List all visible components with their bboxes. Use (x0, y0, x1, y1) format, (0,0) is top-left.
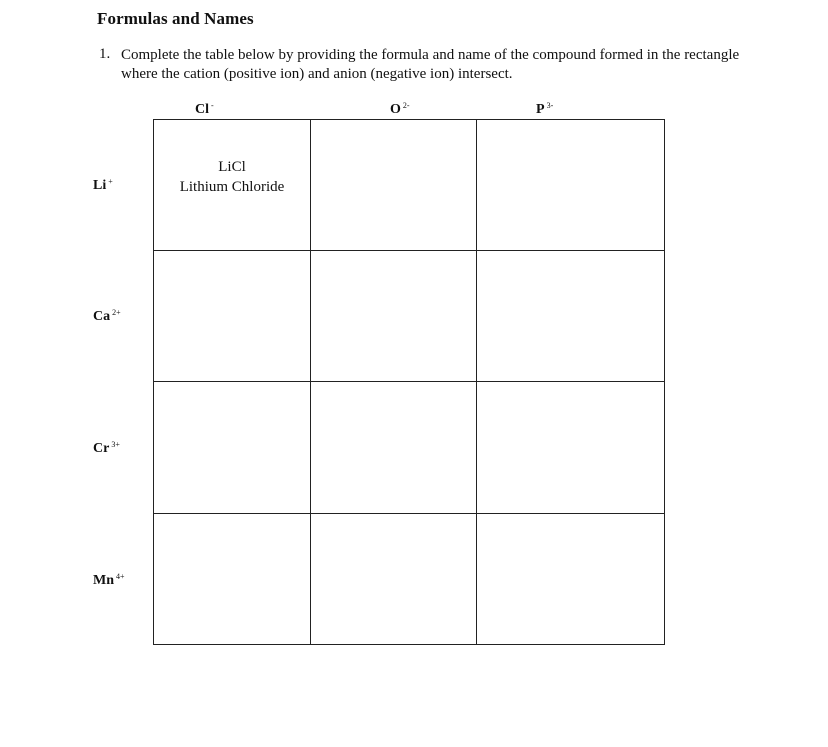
cation-label-chromium (93, 440, 120, 457)
anion-symbol: P (536, 102, 545, 117)
anion-symbol: O (390, 102, 401, 117)
anion-header-chloride (195, 101, 214, 118)
cation-label-calcium (93, 308, 121, 325)
table-line (153, 381, 665, 382)
table-line (664, 119, 665, 645)
anion-charge: - (211, 101, 214, 110)
table-cell-example (154, 157, 310, 197)
cation-symbol: Cr (93, 441, 110, 456)
anion-charge: 2- (402, 101, 410, 110)
anion-header-phosphide (536, 101, 553, 118)
cation-charge: + (108, 177, 113, 186)
anion-symbol: Cl (195, 102, 209, 117)
cation-label-manganese (93, 572, 125, 589)
cation-charge: 2+ (112, 308, 121, 317)
table-line (153, 250, 665, 251)
cation-symbol: Li (93, 178, 107, 193)
cation-symbol: Mn (93, 573, 114, 588)
table-line (310, 119, 311, 645)
table-line (153, 119, 154, 645)
question-text: Complete the table below by providing the formula and name of the compound formed in the rectangle where the cation (positive ion) and anion (negative ion) intersect. (121, 47, 740, 82)
cation-charge: 4+ (116, 572, 125, 581)
cation-symbol: Ca (93, 309, 111, 324)
anion-header-oxide (390, 101, 410, 118)
anion-charge: 3- (546, 101, 554, 110)
table-line (153, 513, 665, 514)
page-title: Formulas and Names (97, 9, 254, 28)
compound-formula: LiCl (218, 159, 246, 175)
table-line (153, 644, 665, 645)
cation-charge: 3+ (111, 440, 120, 449)
table-line (476, 119, 477, 645)
question-number: 1. (99, 46, 111, 62)
table-line (153, 119, 665, 120)
compound-name: Lithium Chloride (179, 179, 285, 195)
cation-label-lithium (93, 177, 113, 194)
